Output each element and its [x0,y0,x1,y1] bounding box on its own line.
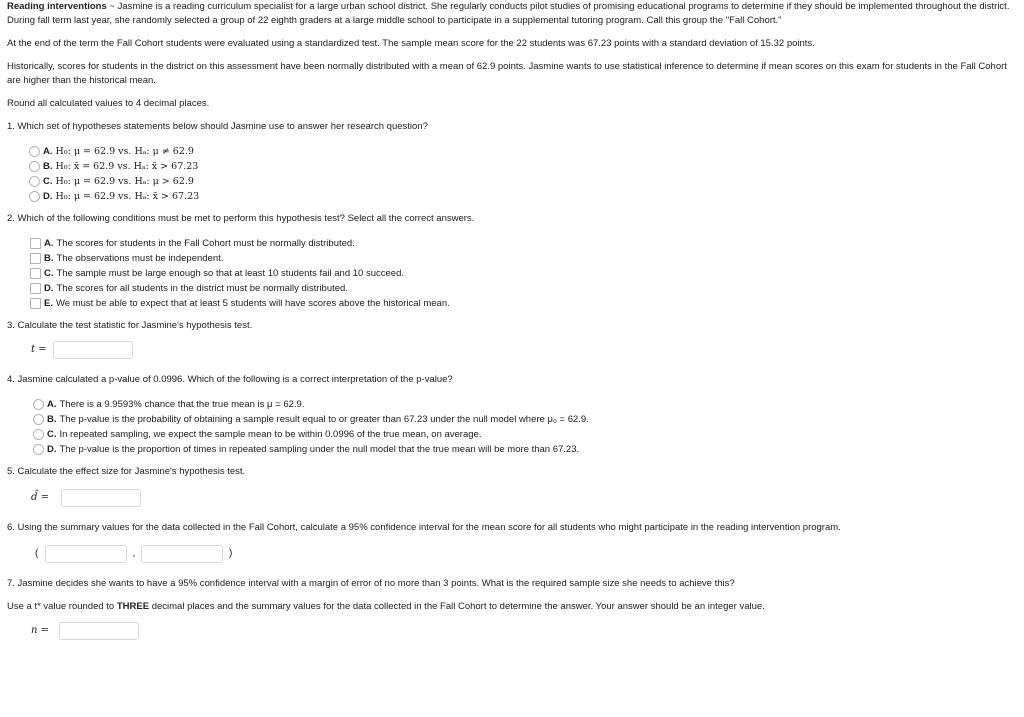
effect-size-input[interactable] [61,489,141,507]
radio-button[interactable] [33,414,44,425]
question-5-title: 5. Calculate the effect size for Jasmine's hypothesis test. [7,466,246,477]
note-text-pre: Use a t* value rounded to [7,601,117,612]
option-text: The observations must be independent. [56,252,224,264]
n-label: n = [31,625,49,636]
question-6-title: 6. Using the summary values for the data collected in the Fall Cohort, calculate a 95% confidence interval for the mean score for all students who might participate in the reading intervention program. [7,522,841,533]
t-label: t = [31,344,47,355]
checkbox[interactable] [30,238,41,249]
radio-button[interactable] [33,399,44,410]
option-letter: B. [47,413,57,425]
question-7-title: 7. Jasmine decides she wants to have a 95% confidence interval with a margin of error of no more than 3 points. What is the required sample size she needs to achieve this? [7,578,735,589]
q4-option-a[interactable] [33,397,1016,412]
ci-lower-input[interactable] [45,545,127,563]
option-text: H₀: μ = 62.9 vs. Hₐ: μ ≠ 62.9 [55,145,194,157]
question-2-options [30,236,1016,311]
option-letter: D. [44,282,54,294]
q3-answer-row [31,339,1016,361]
option-letter: D. [47,443,57,455]
q1-option-c[interactable] [29,174,1016,189]
option-letter: E. [44,297,53,309]
checkbox[interactable] [30,283,41,294]
question-7-note [7,600,1016,614]
option-letter: C. [47,428,57,440]
option-text: There is a 9.9593% chance that the true mean is μ = 62.9. [59,398,305,410]
radio-button[interactable] [33,429,44,440]
q2-option-d[interactable] [30,281,1016,296]
q7-answer-row [31,620,1016,642]
q5-answer-row [31,487,1016,509]
note-text-post: decimal places and the summary values for the data collected in the Fall Cohort to determine the answer. Your answer should be an integer value. [149,601,765,612]
intro-paragraph-2: At the end of the term the Fall Cohort students were evaluated using a standardized test. The sample mean score for the 22 students was 67.23 points with a standard deviation of 15.32 points. [7,38,815,49]
ci-comma: , [132,548,136,559]
option-text: In repeated sampling, we expect the sample mean to be within 0.0996 of the true mean, on average. [59,428,482,440]
option-letter: B. [43,160,53,172]
radio-button[interactable] [29,161,40,172]
checkbox[interactable] [30,253,41,264]
question-1-options [29,144,1016,204]
option-text: We must be able to expect that at least 5 students will have scores above the historical mean. [55,297,450,309]
question-4-options [33,397,1016,457]
option-text: The sample must be large enough so that at least 10 students fail and 10 succeed. [56,267,404,279]
option-letter: A. [43,145,53,157]
intro-paragraph-4: Round all calculated values to 4 decimal places. [7,98,210,109]
option-letter: C. [43,175,53,187]
option-text: The p-value is the proportion of times in repeated sampling under the null model that the true mean will be more than 67.23. [59,443,580,455]
q2-option-c[interactable] [30,266,1016,281]
sample-size-input[interactable] [59,622,139,640]
option-letter: A. [44,237,54,249]
option-letter: A. [47,398,57,410]
question-2-title: 2. Which of the following conditions must be met to perform this hypothesis test? Select all the correct answers. [7,213,475,224]
radio-button[interactable] [29,176,40,187]
q4-option-c[interactable] [33,427,1016,442]
q2-option-b[interactable] [30,251,1016,266]
t-statistic-input[interactable] [53,341,133,359]
ci-upper-input[interactable] [141,545,223,563]
open-paren: ( [35,548,39,559]
question-3-title: 3. Calculate the test statistic for Jasmine's hypothesis test. [7,320,253,331]
option-text: The scores for students in the Fall Cohort must be normally distributed. [56,237,355,249]
intro-paragraph-3: Historically, scores for students in the district on this assessment have been normally distributed with a mean of 62.9 points. Jasmine wants to use statistical inference to determine if mean scores on this exam for students in the Fall Cohort are higher than the historical mean. [7,61,1007,86]
q1-option-b[interactable] [29,159,1016,174]
d-hat-label: d̂ = [31,492,49,503]
option-text: The scores for all students in the district must be normally distributed. [56,282,348,294]
close-paren: ) [229,548,233,559]
intro-text-1: Jasmine is a reading curriculum specialist for a large urban school district. She regularly conducts pilot studies of promising educational programs to determine if they should be implemented throughout the district. During fall term last year, she randomly selected a group of 22 eighth graders at a large middle school to participate in a supplemental tutoring program. Call this group the "Fall Cohort." [7,1,1010,26]
radio-button[interactable] [29,146,40,157]
q2-option-a[interactable] [30,236,1016,251]
option-text: H₀: μ = 62.9 vs. Hₐ: x̄ > 67.23 [55,190,200,202]
intro-paragraph-1 [7,0,1016,28]
q4-option-d[interactable] [33,442,1016,457]
option-text: H₀: μ = 62.9 vs. Hₐ: μ > 62.9 [55,175,194,187]
checkbox[interactable] [30,298,41,309]
q1-option-d[interactable] [29,189,1016,204]
option-text: The p-value is the probability of obtaining a sample result equal to or greater than 67.23 under the null model where μ₀ = 62.9. [59,413,589,425]
option-letter: D. [43,190,53,202]
question-1-title: 1. Which set of hypotheses statements below should Jasmine use to answer her research question? [7,121,428,132]
radio-button[interactable] [29,191,40,202]
question-4-title: 4. Jasmine calculated a p-value of 0.0996. Which of the following is a correct interpretation of the p-value? [7,374,453,385]
note-text-bold: THREE [116,601,150,612]
title-separator: ~ [106,1,118,12]
option-text: H₀: x̄ = 62.9 vs. Hₐ: x̄ > 67.23 [55,160,199,172]
problem-title: Reading interventions [7,1,107,12]
q2-option-e[interactable] [30,296,1016,311]
option-letter: B. [44,252,54,264]
option-letter: C. [44,267,54,279]
radio-button[interactable] [33,444,44,455]
q4-option-b[interactable] [33,412,1016,427]
q1-option-a[interactable] [29,144,1016,159]
checkbox[interactable] [30,268,41,279]
q6-answer-row [35,543,1016,565]
